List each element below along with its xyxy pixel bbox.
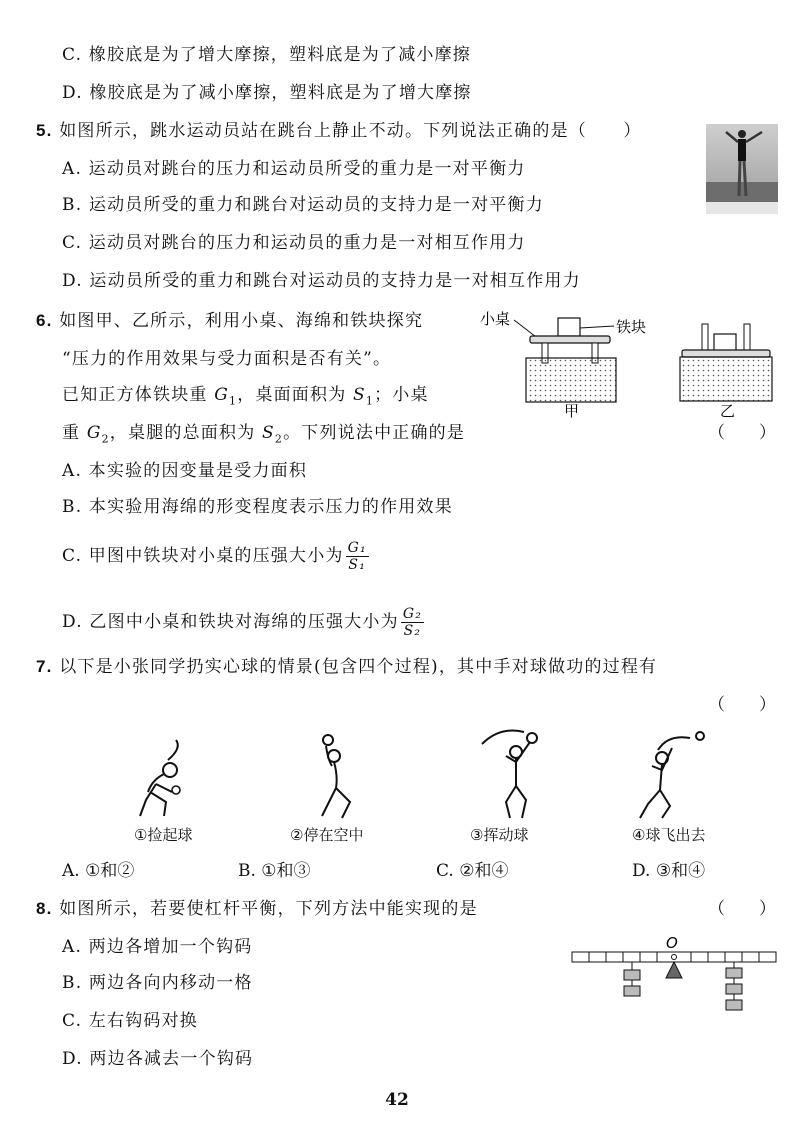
q6-g2-symbol: G: [86, 423, 102, 443]
q6-option-c-text: C. 甲图中铁块对小桌的压强大小为: [62, 546, 344, 566]
q5-option-c: C. 运动员对跳台的压力和运动员的重力是一对相互作用力: [62, 233, 526, 253]
caption-fly: ④球飞出去: [632, 826, 706, 844]
q6-frac1-den: S₁: [348, 557, 367, 573]
q6-frac2-den: S₂: [403, 623, 422, 639]
label-small-table: 小桌: [480, 310, 511, 328]
q6-s2-sub: 2: [274, 432, 284, 446]
q8-stem: [36, 898, 478, 920]
q6-option-d: [62, 606, 424, 639]
diver-photo: [706, 124, 778, 214]
q5-option-b: B. 运动员所受的重力和跳台对运动员的支持力是一对平衡力: [62, 195, 544, 215]
q6-option-a: A. 本实验的因变量是受力面积: [62, 461, 308, 481]
q6-fraction-g1-s1: [346, 540, 369, 573]
q8-stem-text: 如图所示，若要使杠杆平衡，下列方法中能实现的是: [59, 899, 478, 919]
figure-ball-flies: [628, 728, 718, 820]
q6-line3a: 已知正方体铁块重: [62, 385, 215, 405]
caption-pick-up: ①捡起球: [134, 826, 193, 844]
q5-option-a: A. 运动员对跳台的压力和运动员所受的重力是一对平衡力: [62, 159, 526, 179]
q6-diagram-yi: [676, 318, 776, 418]
q6-answer-bracket: （ ）: [708, 423, 776, 443]
label-iron-block: 铁块: [616, 318, 647, 336]
q5-stem: [36, 120, 642, 142]
q6-s2-symbol: S: [262, 423, 275, 443]
q4-option-c: C. 橡胶底是为了增大摩擦，塑料底是为了减小摩擦: [62, 45, 472, 65]
q5-number: 5.: [36, 121, 53, 140]
q8-option-d: D. 两边各减去一个钩码: [62, 1049, 254, 1069]
q8-option-c: C. 左右钩码对换: [62, 1011, 199, 1031]
q7-stem: [36, 656, 657, 678]
q6-g1-sub: 1: [229, 394, 238, 408]
q6-line3b: ，桌面面积为: [237, 385, 354, 405]
q6-g2-sub: 2: [101, 432, 110, 446]
label-yi: 乙: [720, 402, 736, 420]
q6-line2: “压力的作用效果与受力面积是否有关”。: [62, 349, 392, 369]
lever-diagram: [570, 932, 780, 1022]
q4-option-d: D. 橡胶底是为了减小摩擦，塑料底是为了增大摩擦: [62, 83, 472, 103]
q6-number: 6.: [36, 311, 53, 330]
label-jia: 甲: [564, 402, 580, 420]
q8-option-b: B. 两边各向内移动一格: [62, 973, 253, 993]
q7-answer-bracket: （ ）: [708, 695, 776, 715]
caption-swing: ③挥动球: [470, 826, 529, 844]
q8-number: 8.: [36, 899, 53, 918]
q7-option-a: A. ①和②: [62, 861, 135, 881]
figure-pick-up-ball: [128, 740, 198, 820]
figure-hold-still: [312, 730, 372, 820]
q6-option-d-text: D. 乙图中小桌和铁块对海绵的压强大小为: [62, 612, 399, 632]
q7-number: 7.: [36, 657, 53, 676]
page-number: 42: [385, 1090, 409, 1110]
q7-option-c: C. ②和④: [436, 861, 509, 881]
q6-line1: [36, 310, 423, 332]
q6-line3c: ；小桌: [374, 385, 429, 405]
q6-s1-sub: 1: [365, 394, 375, 408]
q6-line4c: 。下列说法中正确的是: [283, 423, 466, 443]
q6-fraction-g2-s2: [401, 606, 424, 639]
q6-line4a: 重: [62, 423, 87, 443]
q6-frac2-num: G₂: [402, 606, 423, 622]
q8-answer-bracket: （ ）: [708, 899, 776, 919]
pivot-label: O: [666, 934, 678, 952]
q6-line3: [62, 384, 429, 412]
q6-g-symbol: G: [214, 385, 229, 405]
figure-swing-ball: [480, 726, 550, 820]
q6-diagram-jia: [478, 308, 648, 418]
q8-option-a: A. 两边各增加一个钩码: [62, 937, 253, 957]
q7-option-b: B. ①和③: [238, 861, 311, 881]
q7-stem-text: 以下是小张同学扔实心球的情景(包含四个过程)，其中手对球做功的过程有: [59, 657, 658, 677]
q6-line4: [62, 422, 465, 450]
q5-option-d: D. 运动员所受的重力和跳台对运动员的支持力是一对相互作用力: [62, 271, 581, 291]
q6-line4b: ，桌腿的总面积为: [109, 423, 263, 443]
q5-stem-text: 如图所示，跳水运动员站在跳台上静止不动。下列说法正确的是（ ）: [59, 121, 642, 141]
q6-line1-text: 如图甲、乙所示，利用小桌、海绵和铁块探究: [59, 311, 424, 331]
q6-option-c: [62, 540, 369, 573]
q7-option-d: D. ③和④: [632, 861, 706, 881]
q6-frac1-num: G₁: [347, 540, 367, 556]
q6-s-symbol: S: [353, 385, 366, 405]
q6-option-b: B. 本实验用海绵的形变程度表示压力的作用效果: [62, 497, 453, 517]
caption-hold: ②停在空中: [290, 826, 364, 844]
